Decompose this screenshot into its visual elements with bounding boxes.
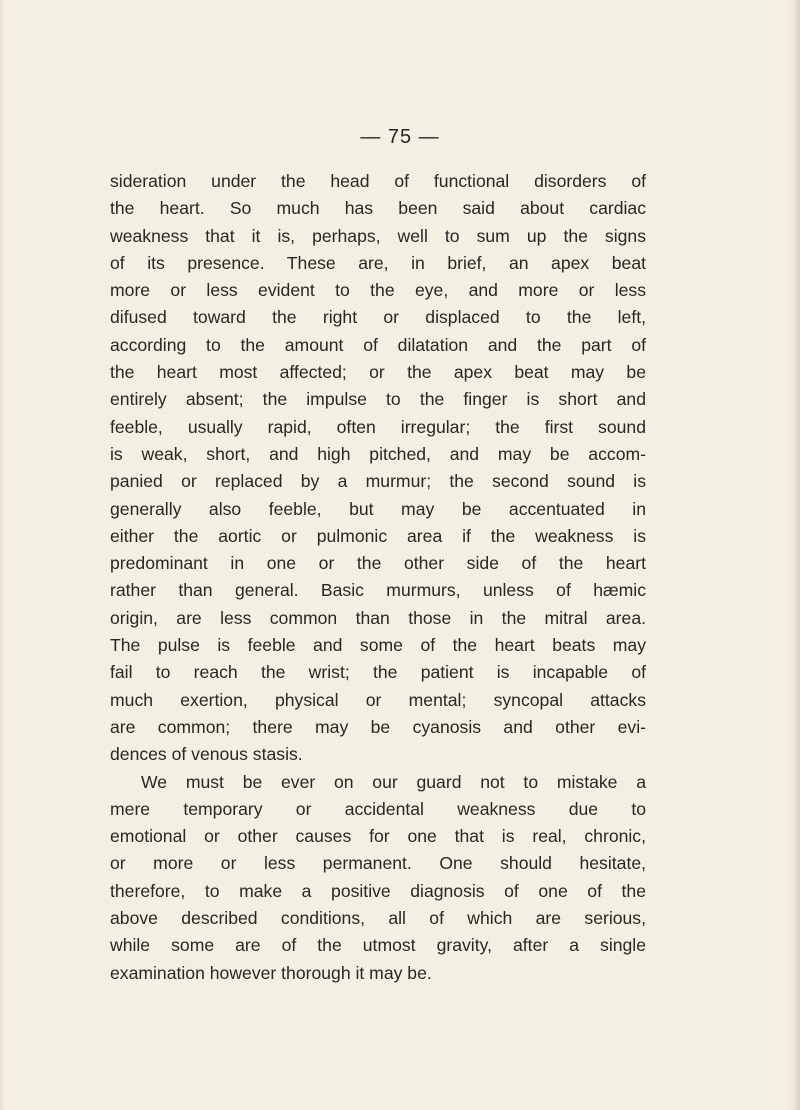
text-line: the heart most affected; or the apex beat may be	[110, 362, 646, 383]
text-line: much exertion, physical or mental; syncopal attacks	[110, 689, 646, 710]
page-number: — 75 —	[360, 126, 440, 148]
text-line: feeble, usually rapid, often irregular; the first sound	[110, 416, 646, 437]
text-line: panied or replaced by a murmur; the second sound is	[110, 471, 646, 492]
text-line: examination however thorough it may be.	[110, 962, 432, 983]
text-line: dences of venous stasis.	[110, 744, 303, 765]
text-line: rather than general. Basic murmurs, unless of hæmic	[110, 580, 646, 601]
text-line: origin, are less common than those in the mitral area.	[110, 607, 646, 628]
text-line: therefore, to make a positive diagnosis of one of the	[110, 880, 646, 901]
text-line: We must be ever on our guard not to mistake a	[141, 771, 646, 792]
text-line: mere temporary or accidental weakness due to	[110, 798, 646, 819]
text-line: predominant in one or the other side of the heart	[110, 553, 646, 574]
text-line: entirely absent; the impulse to the finger is short and	[110, 389, 646, 410]
text-line: are common; there may be cyanosis and other evi-	[110, 716, 646, 737]
text-line: either the aortic or pulmonic area if the weakness is	[110, 525, 646, 546]
page-edge-right	[790, 0, 800, 1110]
text-line: weakness that it is, perhaps, well to sum up the signs	[110, 225, 646, 246]
text-line: while some are of the utmost gravity, after a single	[110, 935, 646, 956]
text-line: according to the amount of dilatation and the part of	[110, 334, 646, 355]
text-line: difused toward the right or displaced to the left,	[110, 307, 646, 328]
text-line: the heart. So much has been said about cardiac	[110, 198, 646, 219]
text-line: The pulse is feeble and some of the heart beats may	[110, 635, 646, 656]
text-line: fail to reach the wrist; the patient is incapable of	[110, 662, 646, 683]
text-line: above described conditions, all of which are serious,	[110, 908, 646, 929]
text-line: sideration under the head of functional disorders of	[110, 171, 646, 191]
text-line: generally also feeble, but may be accentuated in	[110, 498, 646, 519]
text-line: more or less evident to the eye, and more or less	[110, 280, 646, 301]
text-line: emotional or other causes for one that is real, chronic,	[110, 826, 646, 847]
text-line: or more or less permanent. One should hesitate,	[110, 853, 646, 874]
text-line: is weak, short, and high pitched, and may be accom-	[110, 443, 646, 464]
text-line: of its presence. These are, in brief, an apex beat	[110, 252, 646, 273]
body-text	[110, 168, 646, 987]
page-edge-left	[0, 0, 3, 1110]
